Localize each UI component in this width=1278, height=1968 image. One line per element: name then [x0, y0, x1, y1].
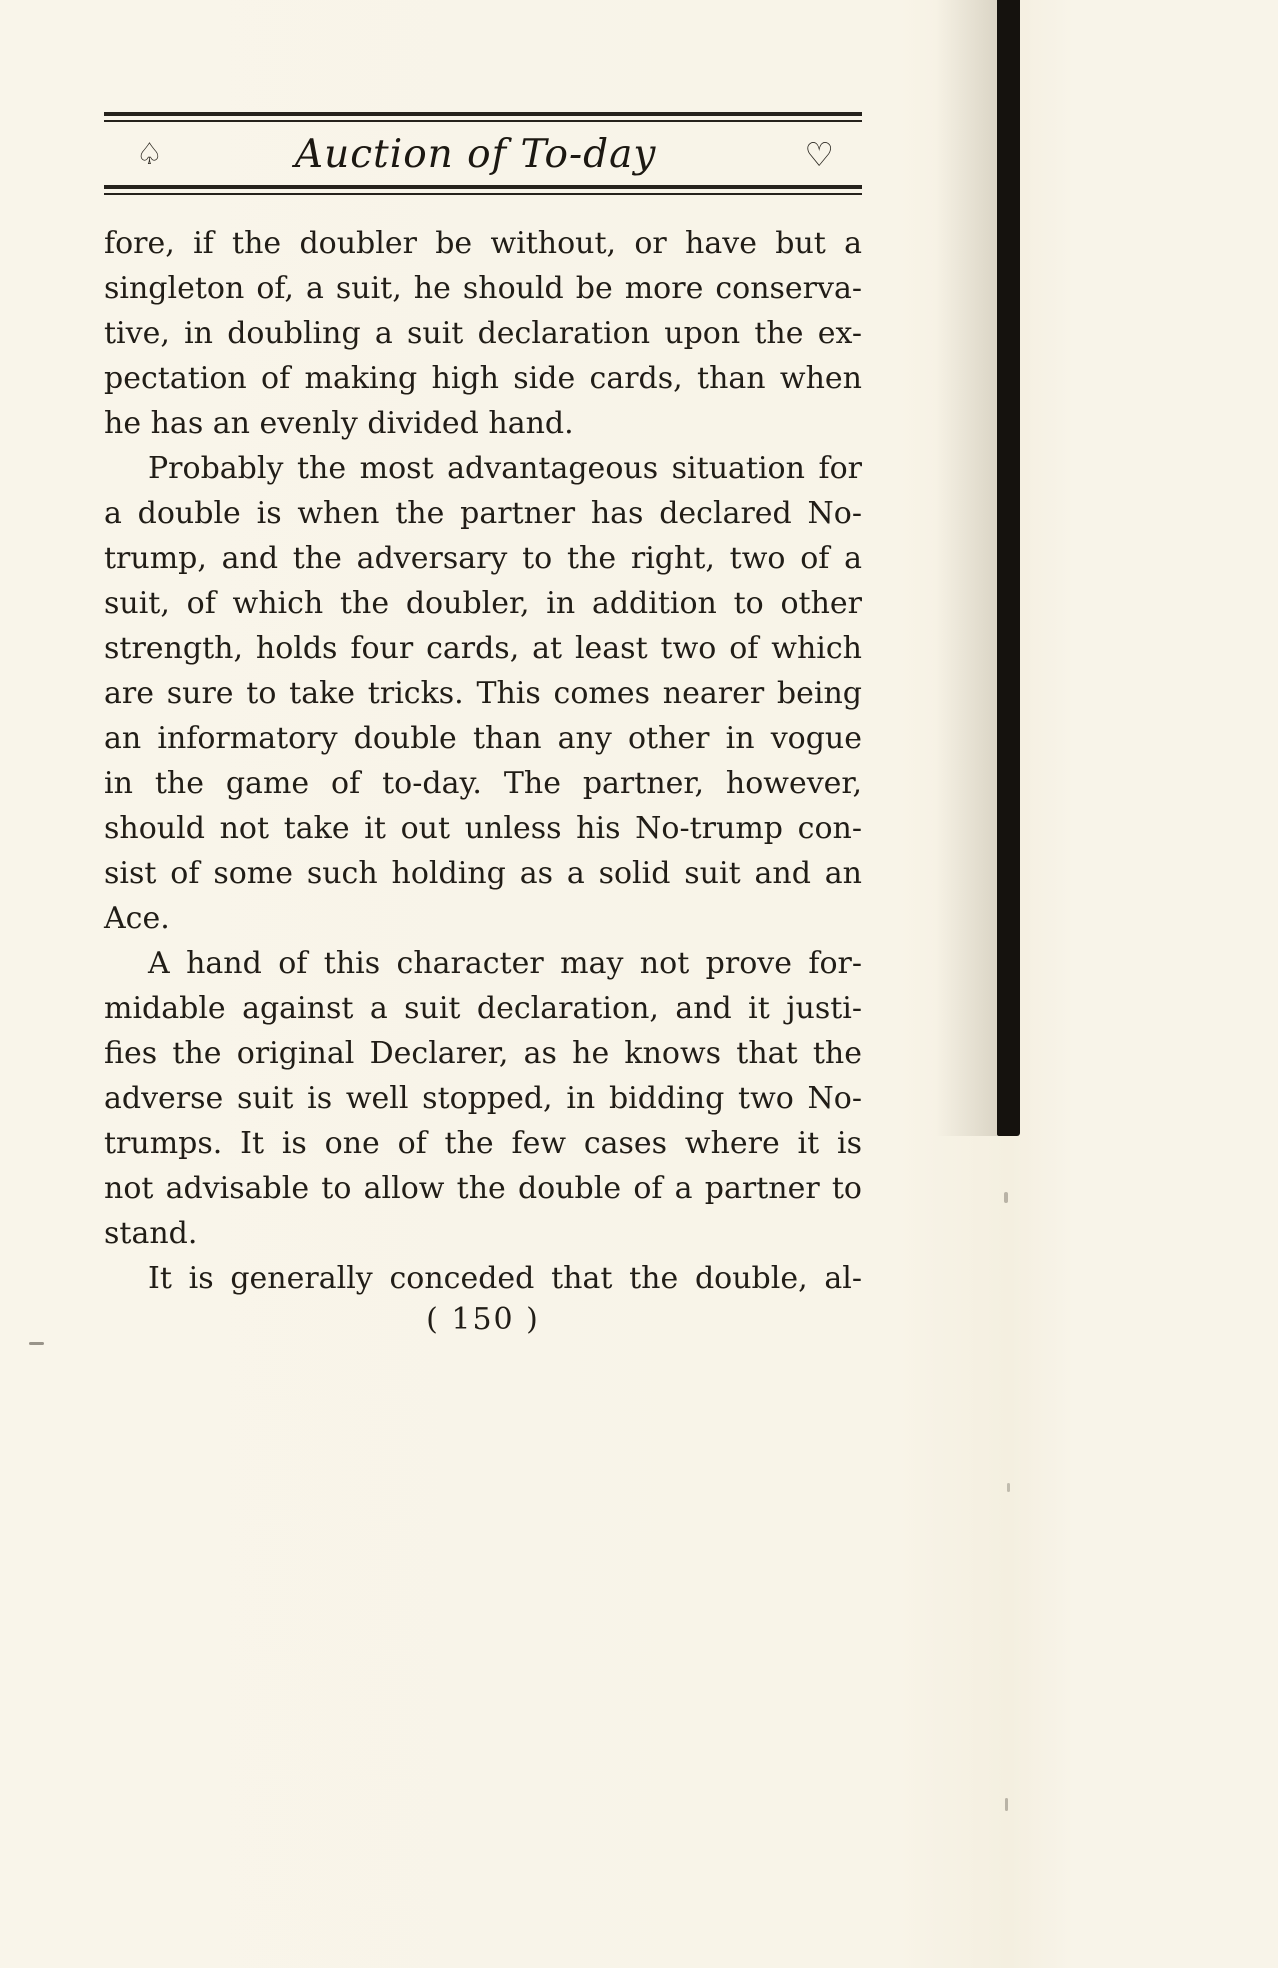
text-line: strength, holds four cards, at least two of which — [104, 631, 862, 666]
top-rule-thick — [104, 112, 862, 116]
text-line: in the game of to-day. The partner, however, — [104, 766, 862, 801]
text-line: an informatory double than any other in vogue — [104, 721, 862, 756]
text-line: It is generally conceded that the double, al- — [148, 1261, 862, 1296]
heart-suit-icon: ♡ — [804, 135, 834, 174]
scan-artifact — [1005, 1798, 1008, 1811]
text-line: not advisable to allow the double of a partner to — [104, 1171, 862, 1206]
scan-edge-strip — [997, 0, 1020, 1136]
page-content — [104, 112, 862, 1337]
text-line: Ace. — [104, 901, 170, 936]
text-line: suit, of which the doubler, in addition to other — [104, 586, 862, 621]
text-line: midable against a suit declaration, and it justi- — [104, 991, 862, 1026]
text-line: A hand of this character may not prove for- — [148, 946, 862, 981]
text-line: trump, and the adversary to the right, two of a — [104, 541, 862, 576]
text-line: sist of some such holding as a solid suit and an — [104, 856, 862, 891]
page-number: ( 150 ) — [426, 1302, 540, 1337]
running-header — [104, 122, 862, 185]
scan-artifact — [29, 1342, 44, 1345]
text-line: pectation of making high side cards, than when — [104, 361, 862, 396]
text-line: Probably the most advantageous situation for — [148, 451, 862, 486]
text-line: tive, in doubling a suit declaration upon the ex- — [104, 316, 862, 351]
header-bottom-rule-thick — [104, 185, 862, 189]
header-bottom-rule-thin — [104, 193, 862, 195]
text-line: he has an evenly divided hand. — [104, 406, 574, 441]
text-line: should not take it out unless his No-trump con- — [104, 811, 862, 846]
book-title: Auction of To-day — [294, 132, 657, 177]
scan-artifact — [1007, 1483, 1010, 1492]
text-line: fies the original Declarer, as he knows that the — [104, 1036, 862, 1071]
text-line: trumps. It is one of the few cases where it is — [104, 1126, 862, 1161]
text-line: singleton of, a suit, he should be more conserva- — [104, 271, 862, 306]
text-line: adverse suit is well stopped, in bidding two No- — [104, 1081, 862, 1116]
text-line: are sure to take tricks. This comes nearer being — [104, 676, 862, 711]
text-line: stand. — [104, 1216, 198, 1251]
spade-suit-icon: ♤ — [136, 136, 163, 172]
body-text — [104, 221, 862, 1301]
text-line: a double is when the partner has declared No- — [104, 496, 862, 531]
page-gutter-shadow — [935, 0, 997, 1136]
scan-artifact — [1004, 1192, 1008, 1203]
text-line: fore, if the doubler be without, or have but a — [104, 226, 862, 261]
